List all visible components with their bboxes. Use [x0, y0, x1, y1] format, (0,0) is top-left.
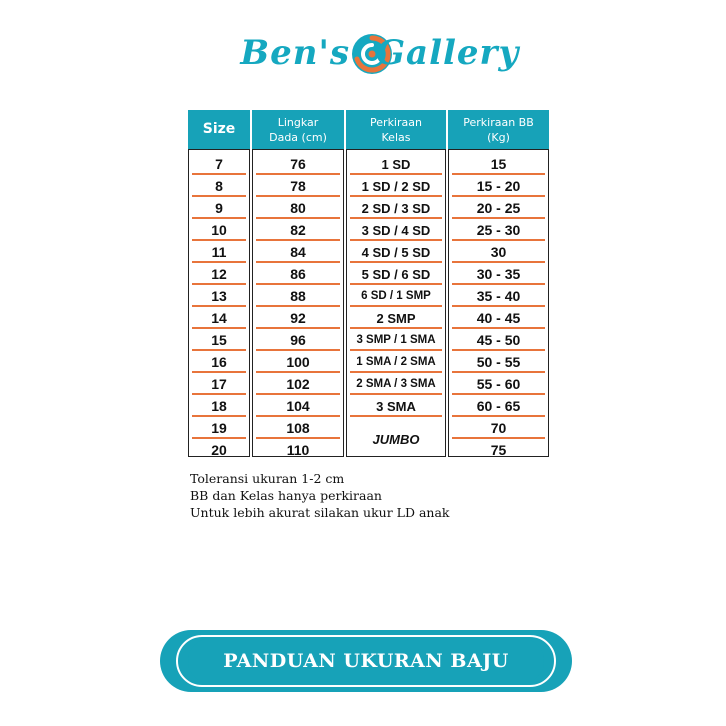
weight-cell: 30 - 35: [476, 266, 521, 282]
weight-cell: 40 - 45: [476, 310, 521, 326]
size-cell: 15: [211, 332, 227, 348]
grade-cell: 1 SMA / 2 SMA: [356, 356, 436, 368]
weight-cell: 15: [490, 156, 507, 172]
size-cell: 8: [215, 178, 223, 194]
size-cell: 19: [211, 420, 227, 436]
weight-cell: 50 - 55: [476, 354, 521, 370]
weight-cell: 60 - 65: [476, 398, 521, 414]
size-cell: 20: [211, 442, 227, 458]
notes: [190, 470, 450, 521]
weight-cell: 45 - 50: [476, 332, 521, 348]
size-cell: 14: [211, 310, 227, 326]
weight-cell: 75: [490, 442, 507, 458]
banner-title: PANDUAN UKURAN BAJU: [223, 650, 509, 672]
note-estimate: BB dan Kelas hanya perkiraan: [190, 488, 382, 503]
weight-cell: 30: [490, 244, 507, 260]
chest-cell: 76: [290, 156, 306, 172]
chest-cell: 102: [286, 376, 310, 392]
logo-text-left: Ben's: [240, 33, 350, 73]
weight-cell: 35 - 40: [476, 288, 521, 304]
size-cell: 11: [211, 244, 227, 260]
chest-cell: 82: [290, 222, 306, 238]
grade-cell: 2 SMP: [376, 310, 416, 326]
grade-cell: 5 SD / 6 SD: [361, 266, 431, 282]
chest-cell: 100: [286, 354, 310, 370]
header-weight: Perkiraan BB (Kg): [448, 110, 549, 149]
weight-cell: 55 - 60: [476, 376, 521, 392]
grade-cell: 2 SD / 3 SD: [361, 200, 431, 216]
size-cell: 7: [215, 156, 223, 172]
grade-cell: 3 SMP / 1 SMA: [356, 334, 436, 346]
logo-text-right: Gallery: [376, 33, 520, 73]
grade-cell: 3 SD / 4 SD: [361, 222, 431, 238]
grade-cell: 3 SMA: [376, 398, 416, 414]
chest-cell: 96: [290, 332, 306, 348]
size-chart-table: [188, 110, 549, 457]
weight-cell: 20 - 25: [476, 200, 521, 216]
header-chest: Lingkar Dada (cm): [252, 110, 344, 149]
grade-cell: 6 SD / 1 SMP: [361, 290, 431, 302]
chest-cell: 80: [290, 200, 306, 216]
size-cell: 17: [211, 376, 227, 392]
note-measure: Untuk lebih akurat silakan ukur LD anak: [190, 505, 450, 520]
weight-cell: 25 - 30: [476, 222, 521, 238]
chest-cell: 78: [290, 178, 306, 194]
chest-cell: 92: [290, 310, 306, 326]
note-tolerance: Toleransi ukuran 1-2 cm: [190, 471, 345, 486]
chest-cell: 104: [286, 398, 310, 414]
size-cell: 18: [211, 398, 227, 414]
chest-cell: 108: [286, 420, 310, 436]
chest-cell: 86: [290, 266, 306, 282]
weight-cell: 70: [490, 420, 507, 436]
chest-cell: 110: [286, 442, 310, 458]
grade-cell: 1 SD / 2 SD: [361, 178, 431, 194]
grade-cell: 2 SMA / 3 SMA: [356, 378, 436, 390]
header-grade: Perkiraan Kelas: [346, 110, 446, 149]
size-cell: 10: [211, 222, 227, 238]
guide-banner: [160, 630, 572, 692]
size-cell: 12: [211, 266, 227, 282]
grade-cell-jumbo: JUMBO: [372, 431, 420, 447]
grade-cell: 1 SD: [381, 156, 411, 172]
brand-logo: [0, 28, 726, 80]
grade-cell: 4 SD / 5 SD: [361, 244, 431, 260]
chest-cell: 88: [290, 288, 306, 304]
weight-cell: 15 - 20: [476, 178, 521, 194]
size-cell: 16: [211, 354, 227, 370]
header-size: Size: [188, 110, 250, 149]
size-cell: 9: [215, 200, 223, 216]
chest-cell: 84: [290, 244, 306, 260]
size-cell: 13: [211, 288, 227, 304]
